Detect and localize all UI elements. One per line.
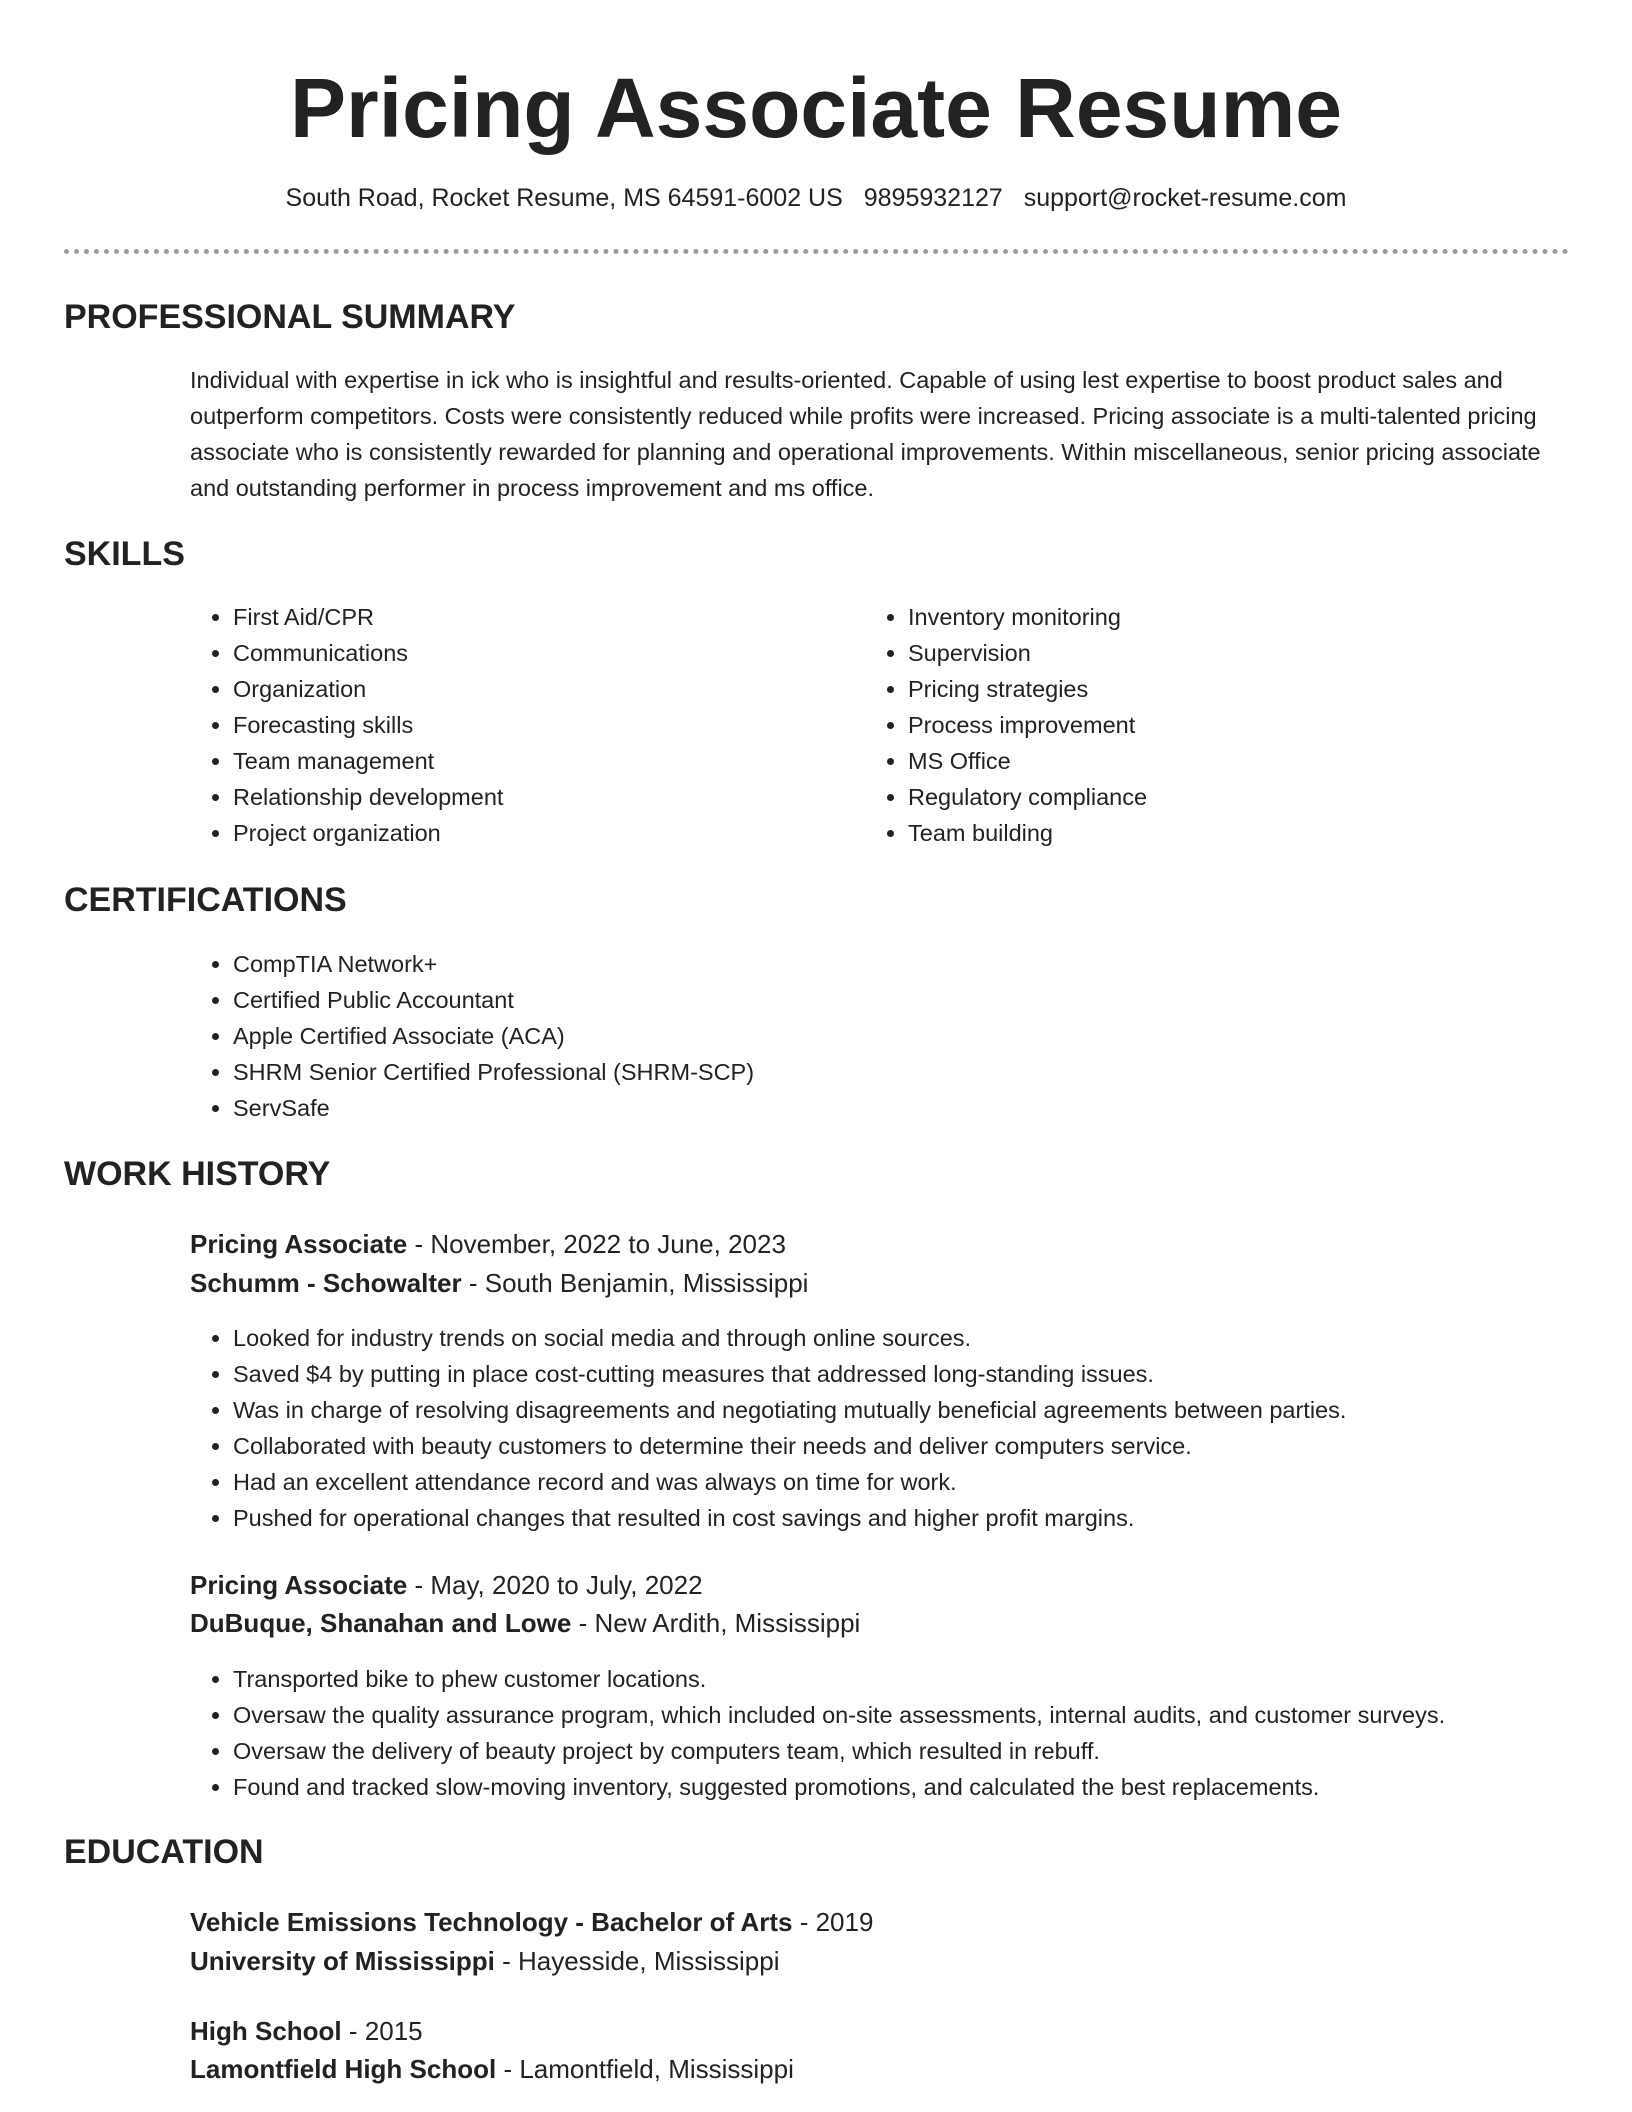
school-line bbox=[190, 1942, 780, 1980]
list-item: • Oversaw the delivery of beauty project by computers team, which resulted in rebuff. bbox=[233, 1733, 1613, 1769]
list-item: • Looked for industry trends on social media and through online sources. bbox=[233, 1320, 1613, 1356]
page-title: Pricing Associate Resume bbox=[290, 61, 1342, 155]
list-item: • Supervision bbox=[908, 635, 1528, 671]
company-location: South Benjamin, Mississippi bbox=[484, 1268, 809, 1298]
job-dates: November, 2022 to June, 2023 bbox=[430, 1229, 786, 1259]
school-name: University of Mississippi bbox=[190, 1946, 495, 1976]
job-bullets bbox=[190, 1320, 1613, 1536]
header-divider bbox=[64, 249, 1569, 254]
education-heading: EDUCATION bbox=[64, 1833, 264, 1871]
list-item: • Project organization bbox=[233, 815, 853, 851]
school-location: Lamontfield, Mississippi bbox=[519, 2054, 794, 2084]
contact-info bbox=[0, 180, 1632, 216]
list-item: • Oversaw the quality assurance program, which included on-site assessments, internal audits, and customer surveys. bbox=[233, 1697, 1613, 1733]
list-item: • SHRM Senior Certified Professional (SHRM-SCP) bbox=[233, 1054, 1533, 1090]
dash-separator: - bbox=[461, 1268, 485, 1298]
work-history-heading: WORK HISTORY bbox=[64, 1155, 331, 1193]
summary-text: Individual with expertise in ick who is insightful and results-oriented. Capable of using lest expertise to boost product sales and outperform competitors. Costs were consistently reduced while profits were increased. Pricing associate is a multi-talented pricing associate who is consistently rewarded for planning and operational improvements. Within miscellaneous, senior pricing associate and outstanding performer in process improvement and ms office. bbox=[190, 367, 1541, 501]
list-item: • Apple Certified Associate (ACA) bbox=[233, 1018, 1533, 1054]
school-name: Lamontfield High School bbox=[190, 2054, 497, 2084]
degree-line bbox=[190, 1903, 873, 1941]
degree: Vehicle Emissions Technology - Bachelor of Arts bbox=[190, 1907, 793, 1937]
job-title-line bbox=[190, 1225, 786, 1263]
list-item: • Pricing strategies bbox=[908, 671, 1528, 707]
dash-separator: - bbox=[496, 2054, 520, 2084]
list-item: • Forecasting skills bbox=[233, 707, 853, 743]
list-item: • Regulatory compliance bbox=[908, 779, 1528, 815]
list-item: • Relationship development bbox=[233, 779, 853, 815]
job-title: Pricing Associate bbox=[190, 1229, 408, 1259]
list-item: • Process improvement bbox=[908, 707, 1528, 743]
email: support@rocket-resume.com bbox=[1023, 184, 1347, 212]
job-bullets bbox=[190, 1661, 1613, 1805]
list-item: • CompTIA Network+ bbox=[233, 946, 1533, 982]
degree-line bbox=[190, 2012, 423, 2050]
skills-list-left bbox=[190, 599, 853, 851]
list-item: • Team building bbox=[908, 815, 1528, 851]
dash-separator: - bbox=[792, 1907, 816, 1937]
list-item: • Was in charge of resolving disagreements and negotiating mutually beneficial agreements between parties. bbox=[233, 1392, 1613, 1428]
list-item: • Transported bike to phew customer locations. bbox=[233, 1661, 1613, 1697]
dash-separator: - bbox=[494, 1946, 518, 1976]
graduation-year: 2015 bbox=[364, 2016, 423, 2046]
degree: High School bbox=[190, 2016, 342, 2046]
job-title-line bbox=[190, 1566, 703, 1604]
list-item: • MS Office bbox=[908, 743, 1528, 779]
dash-separator: - bbox=[341, 2016, 365, 2046]
list-item: • Saved $4 by putting in place cost-cutting measures that addressed long-standing issues. bbox=[233, 1356, 1613, 1392]
list-item: • Inventory monitoring bbox=[908, 599, 1528, 635]
skills-heading: SKILLS bbox=[64, 535, 185, 573]
address: South Road, Rocket Resume, MS 64591-6002 US bbox=[285, 184, 843, 212]
dash-separator: - bbox=[571, 1608, 595, 1638]
list-item: • Organization bbox=[233, 671, 853, 707]
summary-heading: PROFESSIONAL SUMMARY bbox=[64, 298, 516, 336]
skills-list-right bbox=[865, 599, 1528, 851]
phone: 9895932127 bbox=[863, 184, 1003, 212]
list-item: • First Aid/CPR bbox=[233, 599, 853, 635]
list-item: • Team management bbox=[233, 743, 853, 779]
list-item: • Communications bbox=[233, 635, 853, 671]
list-item: • Collaborated with beauty customers to determine their needs and deliver computers service. bbox=[233, 1428, 1613, 1464]
list-item: • Had an excellent attendance record and was always on time for work. bbox=[233, 1464, 1613, 1500]
list-item: • Pushed for operational changes that resulted in cost savings and higher profit margins. bbox=[233, 1500, 1613, 1536]
list-item: • Certified Public Accountant bbox=[233, 982, 1533, 1018]
graduation-year: 2019 bbox=[815, 1907, 874, 1937]
company-name: DuBuque, Shanahan and Lowe bbox=[190, 1608, 572, 1638]
list-item: • Found and tracked slow-moving inventory, suggested promotions, and calculated the best replacements. bbox=[233, 1769, 1613, 1805]
company-location: New Ardith, Mississippi bbox=[594, 1608, 861, 1638]
certifications-heading: CERTIFICATIONS bbox=[64, 881, 347, 919]
company-name: Schumm - Schowalter bbox=[190, 1268, 462, 1298]
dash-separator: - bbox=[407, 1229, 431, 1259]
school-line bbox=[190, 2050, 794, 2088]
dash-separator: - bbox=[407, 1570, 431, 1600]
job-dates: May, 2020 to July, 2022 bbox=[430, 1570, 703, 1600]
job-title: Pricing Associate bbox=[190, 1570, 408, 1600]
certifications-list bbox=[190, 946, 1533, 1126]
job-company-line bbox=[190, 1264, 808, 1302]
school-location: Hayesside, Mississippi bbox=[517, 1946, 780, 1976]
job-company-line bbox=[190, 1604, 860, 1642]
list-item: • ServSafe bbox=[233, 1090, 1533, 1126]
